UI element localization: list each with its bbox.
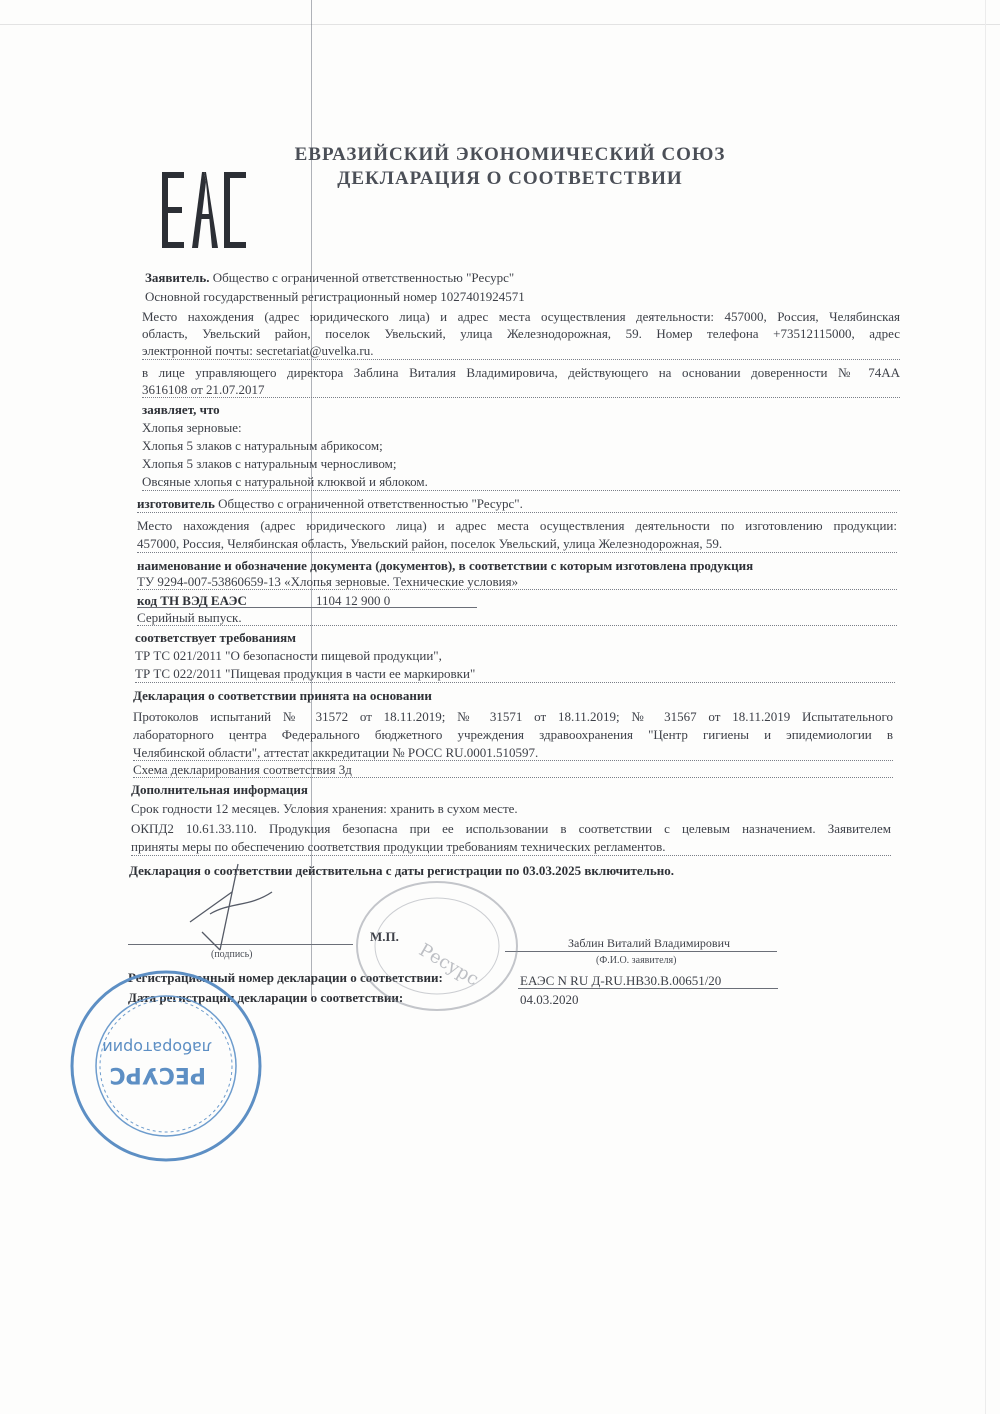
product-item: Хлопья 5 злаков с натуральным черносливом; <box>142 456 397 471</box>
requirement-item: ТР ТС 021/2011 "О безопасности пищевой продукции", <box>135 648 442 663</box>
laboratory-stamp-icon <box>68 968 264 1164</box>
product-item: Хлопья 5 злаков с натуральным абрикосом; <box>142 438 383 453</box>
applicant-address-1: Место нахождения (адрес юридического лица) и адрес места осуществления деятельности: 457000, Россия, Челябинская <box>142 309 900 324</box>
stamp-sub-text: лаборатории <box>102 1038 212 1057</box>
signer-caption: (Ф.И.О. заявителя) <box>596 955 677 966</box>
divider <box>142 359 900 360</box>
stamp-center-text: РЕСУРС <box>109 1062 206 1087</box>
divider <box>142 397 900 398</box>
registration-date: 04.03.2020 <box>520 992 579 1007</box>
scan-artifact-top <box>0 24 1000 25</box>
applicant-ogrn: Основной государственный регистрационный номер 1027401924571 <box>145 289 525 304</box>
applicant-line: Заявитель. Общество с ограниченной ответственностью "Ресурс" <box>145 270 515 285</box>
manufacturer-address-2: 457000, Россия, Челябинская область, Увельский район, поселок Увельский, улица Железнодорожная, 59. <box>137 536 723 551</box>
doc-title: ДЕКЛАРАЦИЯ О СООТВЕТСТВИИ <box>337 168 683 189</box>
signature-caption: (подпись) <box>211 949 253 960</box>
divider <box>137 607 477 608</box>
union-title: ЕВРАЗИЙСКИЙ ЭКОНОМИЧЕСКИЙ СОЮЗ <box>294 144 726 165</box>
handwritten-signature-icon <box>180 862 280 952</box>
applicant-name: Общество с ограниченной ответственностью "Ресурс" <box>212 270 515 285</box>
applicant-address-3: электронной почты: secretariat@uvelka.ru. <box>142 343 374 358</box>
divider <box>133 760 893 761</box>
basis-label: Декларация о соответствии принята на основании <box>133 688 432 703</box>
manufacturer-label: изготовитель <box>137 496 215 511</box>
release-type: Серийный выпуск. <box>137 610 242 625</box>
requirements-label: соответствует требованиям <box>135 630 296 645</box>
declaration-scheme: Схема декларирования соответствия 3д <box>133 762 352 777</box>
registration-number: ЕАЭС N RU Д-RU.НВ30.В.00651/20 <box>520 973 722 988</box>
tnved-label: код ТН ВЭД ЕАЭС <box>137 593 247 608</box>
divider <box>137 512 897 513</box>
applicant-address-2: область, Увельский район, поселок Увельский, улица Железнодорожная, 59. Номер телефона +73512115000, адрес <box>142 326 900 341</box>
divider <box>135 682 895 683</box>
representative-1: в лице управляющего директора Заблина Виталия Владимировича, действующего на основании доверенности № 74АА <box>142 365 900 380</box>
signer-name: Заблин Виталий Владимирович <box>568 936 731 950</box>
divider <box>131 855 891 856</box>
product-item: Хлопья зерновые: <box>142 420 242 435</box>
divider <box>137 552 897 553</box>
additional-text-3: приняты меры по обеспечению соответствия продукции требованиям технических регламентов. <box>131 839 666 854</box>
registration-date-label: Дата регистрации декларации о соответствии: <box>128 990 404 1005</box>
representative-2: 3616108 от 21.07.2017 <box>142 382 265 397</box>
additional-label: Дополнительная информация <box>131 782 308 797</box>
basis-text-1: Протоколов испытаний № 31572 от 18.11.2019; № 31571 от 18.11.2019; № 31567 от 18.11.2019 Испытательного <box>133 709 893 724</box>
divider <box>133 777 893 778</box>
manufacturer-line <box>137 496 523 511</box>
divider <box>137 625 897 626</box>
divider <box>518 988 778 989</box>
basis-text-3: Челябинской области", аттестат аккредитации № РОСС RU.0001.510597. <box>133 745 539 760</box>
page-edge <box>985 0 986 1414</box>
divider <box>142 490 900 491</box>
signer-line <box>505 951 777 952</box>
documents-value: ТУ 9294-007-53860659-13 «Хлопья зерновые. Технические условия» <box>137 574 519 589</box>
seal-label: М.П. <box>370 929 399 944</box>
tnved-value: 1104 12 900 0 <box>316 593 391 608</box>
seal-stamp-text: Ресурс <box>415 939 483 991</box>
divider <box>137 589 897 590</box>
additional-text-2: ОКПД2 10.61.33.110. Продукция безопасна при ее использовании в соответствии с целевым назначением. Заявителем <box>131 821 891 836</box>
requirement-item: ТР ТС 022/2011 "Пищевая продукция в части ее маркировки" <box>135 666 476 681</box>
documents-label: наименование и обозначение документа (документов), в соответствии с которым изготовлена продукция <box>137 558 754 573</box>
manufacturer-name: Общество с ограниченной ответственностью "Ресурс". <box>218 496 523 511</box>
declares-label: заявляет, что <box>142 402 220 417</box>
product-item: Овсяные хлопья с натуральной клюквой и яблоком. <box>142 474 428 489</box>
manufacturer-address-1: Место нахождения (адрес юридического лица) и адрес места осуществления деятельности по изготовлению продукции: <box>137 518 897 533</box>
validity-statement: Декларация о соответствии действительна с даты регистрации по 03.03.2025 включительно. <box>129 863 675 878</box>
additional-text-1: Срок годности 12 месяцев. Условия хранения: хранить в сухом месте. <box>131 801 518 816</box>
seal-stamp-icon <box>352 874 522 1014</box>
basis-text-2: лабораторного центра Федерального бюджетного учреждения здравоохранения "Центр гигиены и эпидемиологии в <box>133 727 893 742</box>
registration-number-label: Регистрационный номер декларации о соответствии: <box>128 970 443 985</box>
applicant-label: Заявитель <box>145 270 207 285</box>
